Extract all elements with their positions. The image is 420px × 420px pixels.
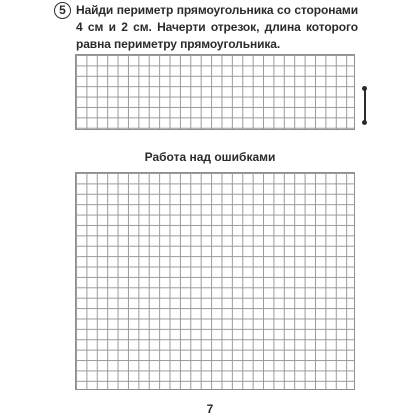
task-number-badge: 5	[54, 2, 71, 19]
page-number: 7	[206, 402, 214, 416]
reference-segment	[364, 88, 366, 123]
corrections-grid	[75, 172, 355, 390]
task-text: Найди периметр прямоугольника со сторонами 4 см и 2 см. Начерти отрезок, длина которого равна периметру прямоугольника.	[76, 3, 358, 51]
section-title: Работа над ошибками	[144, 150, 276, 164]
answer-grid	[75, 54, 355, 130]
